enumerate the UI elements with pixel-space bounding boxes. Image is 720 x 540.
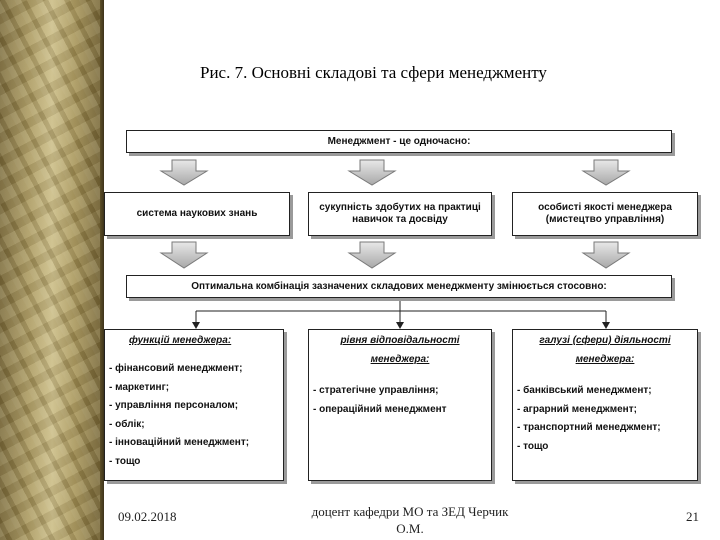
sphere-list-industry	[513, 382, 697, 456]
figure-title: Рис. 7. Основні складові та сфери менеджменту	[200, 63, 547, 82]
list-item: - тощо	[517, 440, 549, 452]
list-item: - фінансовий менеджмент;	[109, 363, 243, 374]
connector-arrowhead-left	[192, 322, 200, 329]
sphere-box-responsibility	[308, 329, 492, 481]
block-arrow-2	[349, 160, 395, 185]
list-item: - транспортний менеджмент;	[517, 422, 661, 433]
list-item: - маркетинг;	[109, 381, 170, 393]
component-box-experience	[308, 192, 492, 236]
list-item: - аграрний менеджмент;	[517, 403, 637, 415]
page-number: 21	[686, 509, 699, 524]
list-item: - управління персоналом;	[109, 400, 239, 411]
block-arrow-5	[349, 242, 395, 268]
component-text-knowledge: система наукових знань	[136, 208, 258, 219]
footer-author: доцент кафедри МО та ЗЕД Черчик О.М.	[311, 504, 509, 536]
component-text-personal-qualities: особисті якості менеджера (мистецтво управління)	[538, 202, 672, 225]
management-diagram	[104, 128, 700, 484]
component-box-knowledge	[104, 192, 290, 236]
connector-arrowhead-right	[602, 322, 610, 329]
list-item: - стратегічне управління;	[313, 385, 439, 396]
block-arrow-4	[161, 242, 207, 268]
sphere-box-functions	[104, 329, 284, 481]
component-text-experience: сукупність здобутих на практиці навичок та досвіду	[319, 202, 481, 225]
sphere-heading-industry: галузі (сфери) діяльності менеджера:	[539, 335, 671, 365]
list-item: - інноваційний менеджмент;	[109, 437, 250, 448]
sphere-heading-functions: функцій менеджера:	[129, 335, 232, 346]
list-item: - тощо	[109, 455, 141, 467]
combination-text: Оптимальна комбінація зазначених складових менеджменту змінюється стосовно:	[191, 280, 607, 292]
sphere-list-functions	[105, 360, 283, 471]
marble-sidebar	[0, 0, 104, 540]
sphere-box-industry	[512, 329, 698, 481]
block-arrow-3	[583, 160, 629, 185]
block-arrow-6	[583, 242, 629, 268]
list-item: - банківський менеджмент;	[517, 385, 652, 396]
sphere-heading-responsibility: рівня відповідальності менеджера:	[340, 335, 460, 365]
connector-arrowhead-mid	[396, 322, 404, 329]
footer-date: 09.02.2018	[118, 509, 177, 524]
sphere-list-responsibility	[309, 382, 491, 419]
management-definition-box	[126, 130, 672, 153]
block-arrow-1	[161, 160, 207, 185]
list-item: - облік;	[109, 418, 145, 430]
management-definition-text: Менеджмент - це одночасно:	[327, 135, 471, 147]
combination-box	[126, 275, 672, 298]
component-box-personal-qualities	[512, 192, 698, 236]
list-item: - операційний менеджмент	[313, 403, 447, 415]
